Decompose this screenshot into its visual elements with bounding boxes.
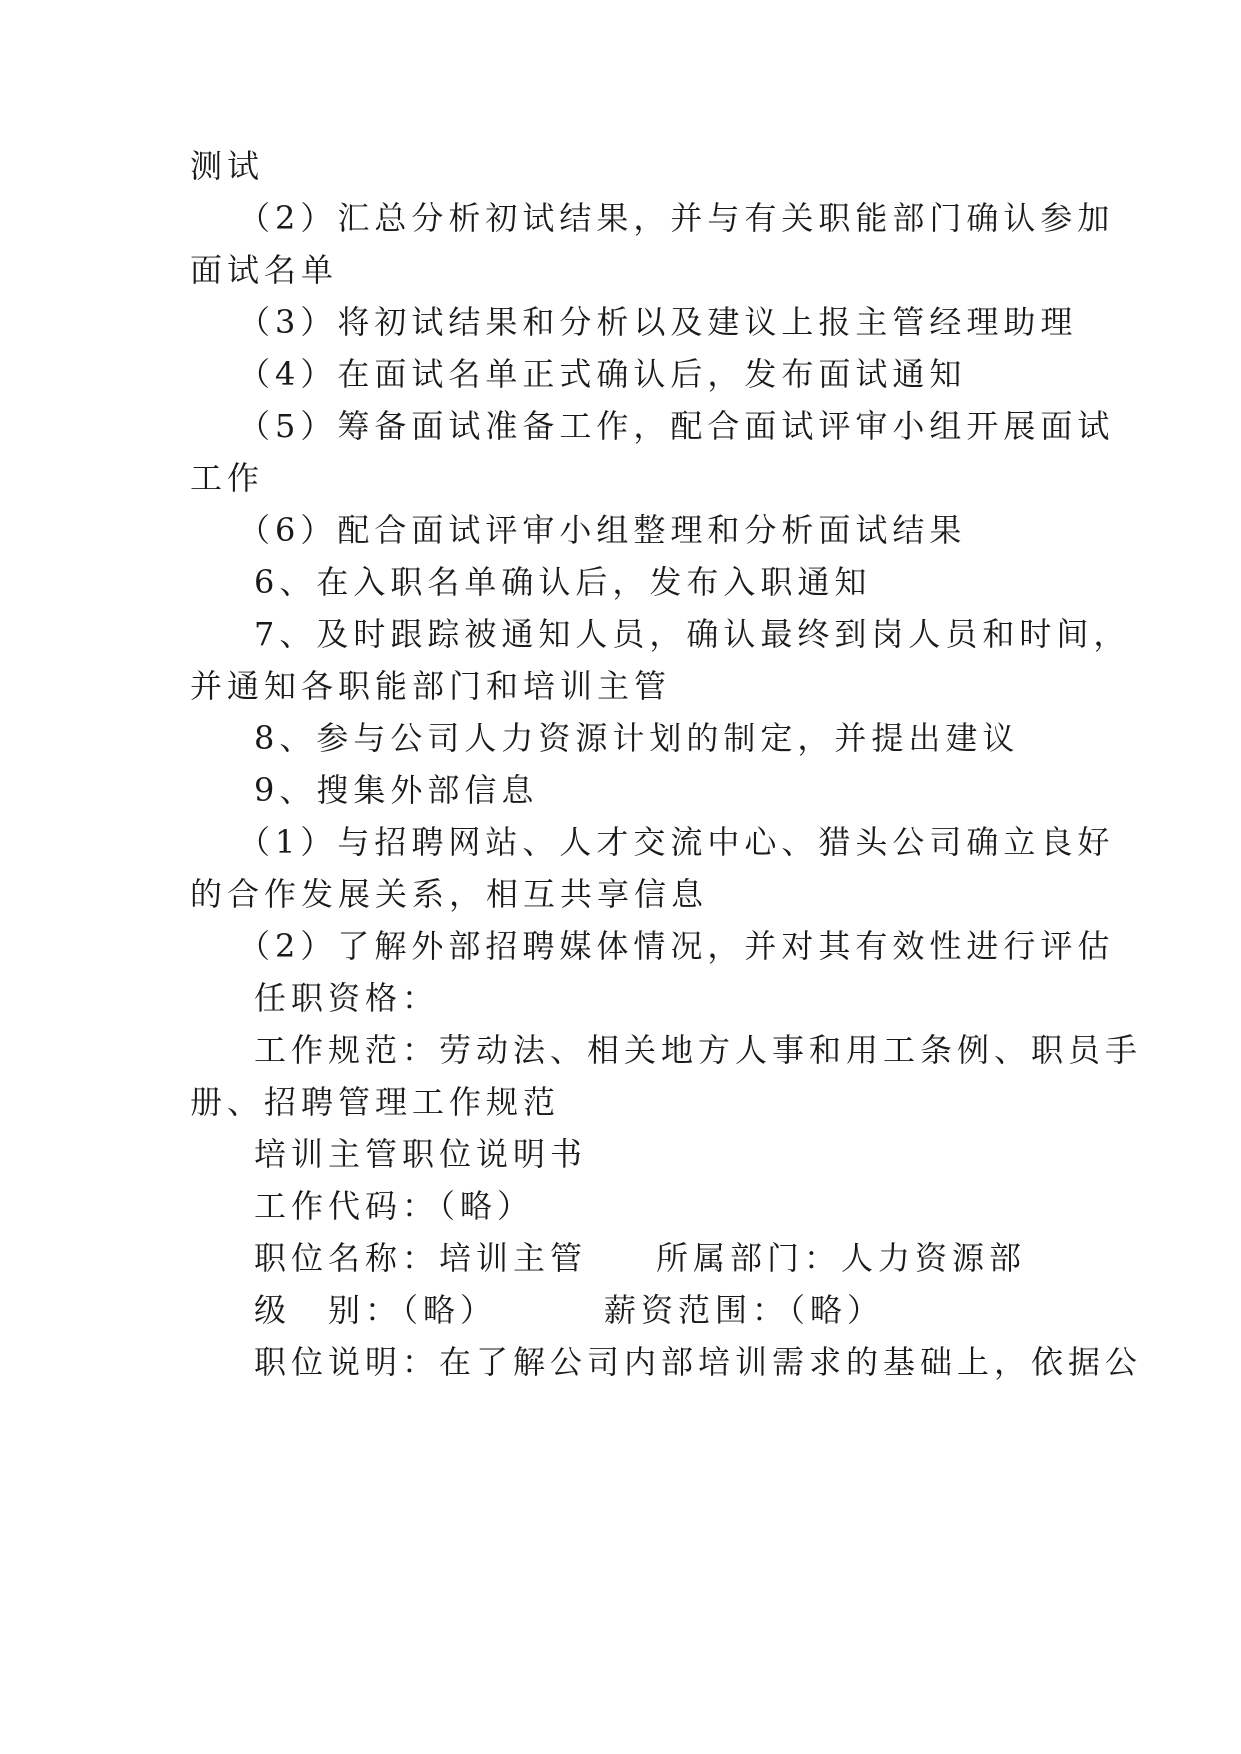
text-line: 的合作发展关系，相互共享信息 [190, 875, 709, 913]
text-line: 工作代码：（略） [254, 1187, 535, 1225]
text-line: 9、搜集外部信息 [254, 771, 539, 809]
text-line: （4）在面试名单正式确认后，发布面试通知 [238, 355, 967, 393]
text-line: 培训主管职位说明书 [254, 1135, 588, 1173]
text-line: （5）筹备面试准备工作，配合面试评审小组开展面试 [238, 407, 1115, 445]
text-line: 面试名单 [190, 251, 339, 289]
text-line: （2）汇总分析初试结果，并与有关职能部门确认参加 [238, 199, 1115, 237]
text-line: 任职资格： [254, 979, 440, 1017]
text-line: 7、及时跟踪被通知人员，确认最终到岗人员和时间， [254, 615, 1131, 653]
text-line: （6）配合面试评审小组整理和分析面试结果 [238, 511, 967, 549]
text-line: 册、招聘管理工作规范 [190, 1083, 561, 1121]
text-line: 级 别：（略） [254, 1291, 498, 1329]
text-line: （2）了解外部招聘媒体情况，并对其有效性进行评估 [238, 927, 1115, 965]
text-line: 测试 [190, 147, 265, 185]
text-line: 并通知各职能部门和培训主管 [190, 667, 672, 705]
text-line: 8、参与公司人力资源计划的制定，并提出建议 [254, 719, 1020, 757]
text-line: 职位名称：培训主管 [254, 1239, 588, 1277]
text-line: 所属部门：人力资源部 [656, 1239, 1027, 1277]
text-line: 职位说明：在了解公司内部培训需求的基础上，依据公 [254, 1343, 1143, 1381]
text-line: 6、在入职名单确认后，发布入职通知 [254, 563, 872, 601]
text-line: （1）与招聘网站、人才交流中心、猎头公司确立良好 [238, 823, 1115, 861]
text-line: 工作 [190, 459, 265, 497]
text-line: 工作规范：劳动法、相关地方人事和用工条例、职员手 [254, 1031, 1143, 1069]
document-body [190, 0, 1143, 1754]
text-line: 薪资范围：（略） [604, 1291, 885, 1329]
text-line: （3）将初试结果和分析以及建议上报主管经理助理 [238, 303, 1078, 341]
